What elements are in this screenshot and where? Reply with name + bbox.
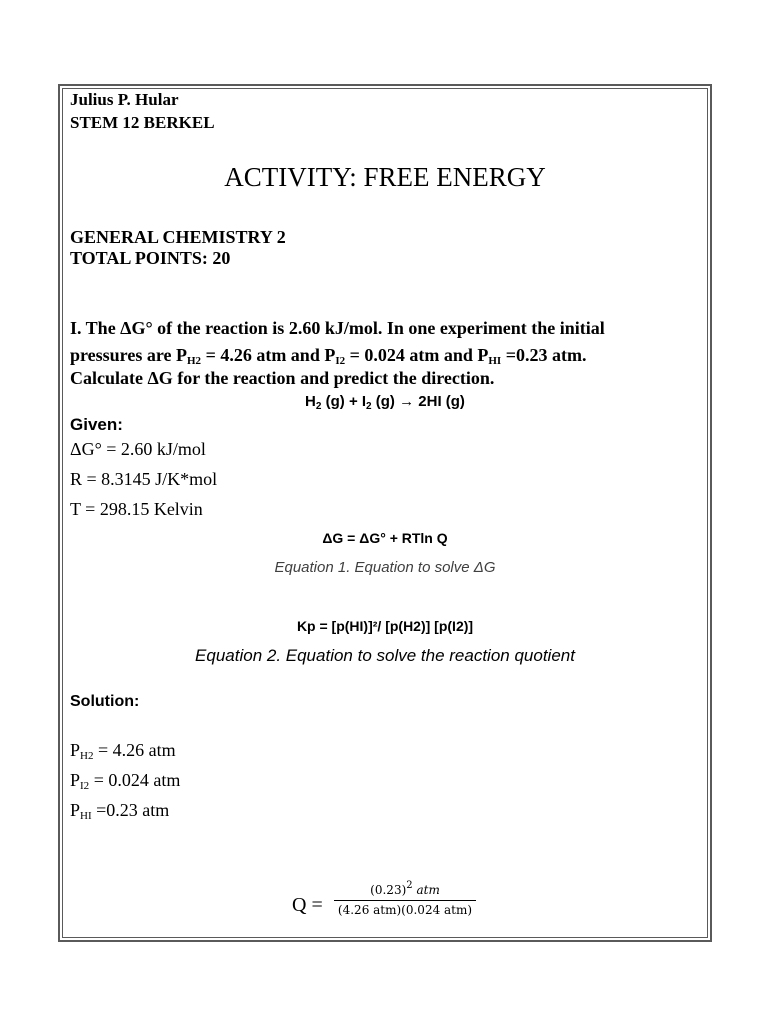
- q-denominator: (4.26 atm)(0.024 atm): [337, 903, 473, 917]
- equation-1: ΔG = ΔG° + RTln Q: [322, 530, 448, 546]
- q-fraction: [334, 880, 476, 918]
- solution-heading: Solution:: [70, 693, 140, 710]
- solution-p-hi: $P_{HI} =0.23$ atm: [70, 800, 170, 822]
- equation-2: Kp = [p(HI)]²/ [p(H2)] [p(I2)]: [296, 618, 474, 634]
- equation-1-caption: Equation 1. Equation to solve ΔG: [274, 559, 496, 576]
- student-section: STEM 12 BERKEL: [70, 113, 215, 132]
- student-name: Julius P. Hular: [70, 90, 179, 109]
- q-label: Q =: [292, 894, 323, 916]
- solution-p-h2: $P_{H2} = 4.26$ atm: [70, 740, 176, 762]
- problem-line-2: pressures are $P_{H2} = 4.26$ atm and $P_{I2} = 0.024$ atm and $P_{HI} =0.23$ atm.: [70, 345, 587, 367]
- given-heading: Given:: [70, 415, 123, 434]
- reaction-equation: $H_2$ $(g) + I_2$ (g) → 2HI (g): [305, 393, 465, 412]
- fraction-bar: [334, 900, 476, 901]
- given-delta-g: ΔG° = 2.60 kJ/mol: [70, 439, 206, 459]
- q-numerator: $(0.23)^2$ atm: [370, 880, 440, 897]
- total-points: TOTAL POINTS: 20: [70, 248, 231, 268]
- solution-p-i2: $P_{I2} = 0.024$ atm: [70, 770, 181, 792]
- equation-2-caption: Equation 2. Equation to solve the reaction quotient: [195, 646, 575, 665]
- problem-line-1: I. The ΔG° of the reaction is 2.60 kJ/mol. In one experiment the initial: [70, 318, 605, 338]
- given-t: T = 298.15 Kelvin: [70, 499, 203, 519]
- subject-label: GENERAL CHEMISTRY 2: [70, 227, 286, 247]
- given-r: R = 8.3145 J/K*mol: [70, 469, 218, 489]
- problem-line-3: Calculate ΔG for the reaction and predict the direction.: [70, 368, 495, 388]
- page-title: ACTIVITY: FREE ENERGY: [224, 162, 546, 192]
